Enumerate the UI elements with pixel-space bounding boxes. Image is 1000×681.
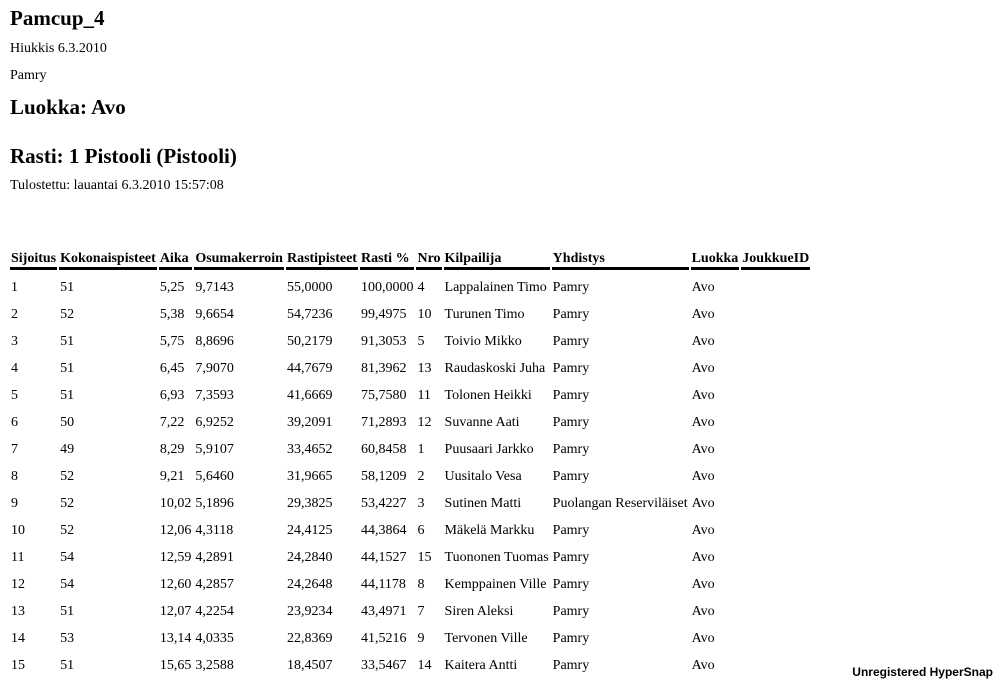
cell-kokonaispisteet: 51 <box>60 360 75 376</box>
cell-kilpailija: Uusitalo Vesa <box>444 468 522 484</box>
col-header-luokka: Luokka <box>691 247 740 270</box>
cell-luokka: Avo <box>691 279 715 295</box>
cell-luokka: Avo <box>691 333 715 349</box>
col-header-kilpailija: Kilpailija <box>444 247 550 270</box>
cell-kilpailija: Raudaskoski Juha <box>444 360 546 376</box>
cell-rastipisteet: 29,3825 <box>286 495 333 511</box>
table-row <box>10 598 810 625</box>
results-table <box>8 247 812 679</box>
cell-nro: 5 <box>417 333 425 349</box>
cell-kokonaispisteet: 52 <box>60 522 75 538</box>
cell-sijoitus: 1 <box>11 279 18 295</box>
cell-luokka: Avo <box>691 549 715 565</box>
cell-nro: 11 <box>417 387 431 403</box>
cell-rasti-percent: 91,3053 <box>360 333 407 349</box>
cell-kilpailija: Lappalainen Timo <box>444 279 547 295</box>
cell-kokonaispisteet: 53 <box>60 630 75 646</box>
cell-sijoitus: 14 <box>11 630 25 646</box>
cell-osumakerroin: 4,2254 <box>195 603 234 619</box>
table-row <box>10 270 810 301</box>
cell-joukkueid <box>741 328 810 355</box>
cell-osumakerroin: 4,2891 <box>195 549 234 565</box>
cell-osumakerroin: 3,2588 <box>195 657 234 673</box>
cell-yhdistys: Pamry <box>552 279 590 295</box>
cell-rasti-percent: 44,1527 <box>360 549 407 565</box>
cell-rasti-percent: 44,3864 <box>360 522 407 538</box>
table-row <box>10 625 810 652</box>
cell-sijoitus: 9 <box>11 495 18 511</box>
cell-osumakerroin: 5,9107 <box>195 441 234 457</box>
cell-joukkueid <box>741 382 810 409</box>
cell-rastipisteet: 24,4125 <box>286 522 333 538</box>
cell-luokka: Avo <box>691 630 715 646</box>
cell-aika: 12,06 <box>159 522 192 538</box>
cell-kokonaispisteet: 51 <box>60 603 75 619</box>
cell-sijoitus: 8 <box>11 468 18 484</box>
cell-kokonaispisteet: 51 <box>60 657 75 673</box>
cell-nro: 2 <box>417 468 425 484</box>
cell-rasti-percent: 44,1178 <box>360 576 406 592</box>
table-row <box>10 652 810 679</box>
table-row <box>10 490 810 517</box>
cell-osumakerroin: 7,3593 <box>195 387 234 403</box>
cell-luokka: Avo <box>691 414 715 430</box>
cell-joukkueid <box>741 517 810 544</box>
cell-joukkueid <box>741 436 810 463</box>
cell-aika: 5,75 <box>159 333 185 349</box>
cell-rastipisteet: 41,6669 <box>286 387 333 403</box>
cell-luokka: Avo <box>691 441 715 457</box>
cell-osumakerroin: 5,6460 <box>195 468 234 484</box>
cell-aika: 6,45 <box>159 360 185 376</box>
table-row <box>10 382 810 409</box>
club-line: Pamry <box>10 68 47 83</box>
cell-yhdistys: Pamry <box>552 360 590 376</box>
cell-kilpailija: Puusaari Jarkko <box>444 441 534 457</box>
cell-osumakerroin: 9,6654 <box>195 306 234 322</box>
table-row <box>10 301 810 328</box>
cell-rasti-percent: 99,4975 <box>360 306 407 322</box>
cell-yhdistys: Pamry <box>552 387 590 403</box>
cell-nro: 6 <box>417 522 425 538</box>
cell-sijoitus: 13 <box>11 603 25 619</box>
col-header-sijoitus: Sijoitus <box>10 247 57 270</box>
cell-luokka: Avo <box>691 468 715 484</box>
cell-sijoitus: 2 <box>11 306 18 322</box>
cell-kokonaispisteet: 52 <box>60 495 75 511</box>
cell-joukkueid <box>741 409 810 436</box>
cell-rasti-percent: 33,5467 <box>360 657 407 673</box>
cell-yhdistys: Puolangan Reserviläiset <box>552 495 688 511</box>
cell-aika: 15,65 <box>159 657 192 673</box>
cell-aika: 8,29 <box>159 441 185 457</box>
cell-rasti-percent: 100,0000 <box>360 279 414 295</box>
cell-rastipisteet: 24,2840 <box>286 549 333 565</box>
cell-yhdistys: Pamry <box>552 549 590 565</box>
col-header-osumakerroin: Osumakerroin <box>194 247 284 270</box>
cell-sijoitus: 11 <box>11 549 25 565</box>
cell-osumakerroin: 9,7143 <box>195 279 234 295</box>
cell-osumakerroin: 7,9070 <box>195 360 234 376</box>
cell-kokonaispisteet: 50 <box>60 414 75 430</box>
cell-osumakerroin: 6,9252 <box>195 414 234 430</box>
cell-nro: 7 <box>417 603 425 619</box>
cell-osumakerroin: 4,0335 <box>195 630 234 646</box>
table-row <box>10 328 810 355</box>
cell-luokka: Avo <box>691 360 715 376</box>
cell-luokka: Avo <box>691 603 715 619</box>
cell-rastipisteet: 31,9665 <box>286 468 333 484</box>
cell-rasti-percent: 75,7580 <box>360 387 407 403</box>
cell-kokonaispisteet: 51 <box>60 279 75 295</box>
hypersnap-watermark: Unregistered HyperSnap <box>852 665 993 679</box>
cell-osumakerroin: 8,8696 <box>195 333 234 349</box>
class-heading: Luokka: Avo <box>10 95 126 119</box>
cell-joukkueid <box>741 598 810 625</box>
col-header-aika: Aika <box>159 247 193 270</box>
cell-nro: 1 <box>417 441 425 457</box>
cell-aika: 13,14 <box>159 630 192 646</box>
cell-kilpailija: Kaitera Antti <box>444 657 518 673</box>
cell-kilpailija: Mäkelä Markku <box>444 522 535 538</box>
col-header-rasti-percent: Rasti % <box>360 247 415 270</box>
cell-yhdistys: Pamry <box>552 414 590 430</box>
cell-kokonaispisteet: 49 <box>60 441 75 457</box>
table-row <box>10 463 810 490</box>
cell-kokonaispisteet: 52 <box>60 306 75 322</box>
cell-nro: 9 <box>417 630 425 646</box>
cell-joukkueid <box>741 544 810 571</box>
col-header-kokonaispisteet: Kokonaispisteet <box>59 247 157 270</box>
cell-nro: 15 <box>417 549 432 565</box>
cell-sijoitus: 4 <box>11 360 18 376</box>
table-row <box>10 436 810 463</box>
cell-nro: 3 <box>417 495 425 511</box>
cell-sijoitus: 3 <box>11 333 18 349</box>
cell-rasti-percent: 60,8458 <box>360 441 407 457</box>
cell-joukkueid <box>741 301 810 328</box>
cell-rastipisteet: 50,2179 <box>286 333 333 349</box>
cell-osumakerroin: 4,3118 <box>195 522 234 538</box>
cell-nro: 10 <box>417 306 432 322</box>
cell-rastipisteet: 24,2648 <box>286 576 333 592</box>
printed-timestamp: Tulostettu: lauantai 6.3.2010 15:57:08 <box>10 178 224 193</box>
stage-heading: Rasti: 1 Pistooli (Pistooli) <box>10 144 237 168</box>
table-row <box>10 355 810 382</box>
cell-kokonaispisteet: 52 <box>60 468 75 484</box>
cell-aika: 6,93 <box>159 387 185 403</box>
cell-aika: 12,59 <box>159 549 192 565</box>
cell-rasti-percent: 43,4971 <box>360 603 407 619</box>
cell-luokka: Avo <box>691 522 715 538</box>
cell-yhdistys: Pamry <box>552 576 590 592</box>
cell-yhdistys: Pamry <box>552 441 590 457</box>
cell-yhdistys: Pamry <box>552 468 590 484</box>
cell-rastipisteet: 44,7679 <box>286 360 333 376</box>
cell-rasti-percent: 58,1209 <box>360 468 407 484</box>
cell-joukkueid <box>741 625 810 652</box>
col-header-yhdistys: Yhdistys <box>552 247 689 270</box>
cell-rasti-percent: 71,2893 <box>360 414 407 430</box>
cell-nro: 13 <box>417 360 432 376</box>
cell-rastipisteet: 54,7236 <box>286 306 333 322</box>
cell-kilpailija: Sutinen Matti <box>444 495 522 511</box>
cell-joukkueid <box>741 652 810 679</box>
cell-aika: 9,21 <box>159 468 185 484</box>
cell-kilpailija: Suvanne Aati <box>444 414 520 430</box>
event-line: Hiukkis 6.3.2010 <box>10 41 107 56</box>
cell-joukkueid <box>741 490 810 517</box>
cell-kokonaispisteet: 51 <box>60 333 75 349</box>
cell-kokonaispisteet: 54 <box>60 549 75 565</box>
cell-joukkueid <box>741 355 810 382</box>
cell-rastipisteet: 23,9234 <box>286 603 333 619</box>
table-row <box>10 409 810 436</box>
cell-aika: 5,38 <box>159 306 185 322</box>
cell-yhdistys: Pamry <box>552 630 590 646</box>
cell-sijoitus: 12 <box>11 576 25 592</box>
cell-rasti-percent: 53,4227 <box>360 495 407 511</box>
table-row <box>10 517 810 544</box>
col-header-joukkueid: JoukkueID <box>741 247 810 270</box>
cell-nro: 12 <box>417 414 432 430</box>
report-title: Pamcup_4 <box>10 6 105 30</box>
results-body <box>10 270 810 679</box>
cell-luokka: Avo <box>691 576 715 592</box>
cell-luokka: Avo <box>691 495 715 511</box>
cell-aika: 12,07 <box>159 603 192 619</box>
cell-osumakerroin: 4,2857 <box>195 576 234 592</box>
cell-kilpailija: Tuononen Tuomas <box>444 549 549 565</box>
cell-nro: 14 <box>417 657 432 673</box>
cell-yhdistys: Pamry <box>552 522 590 538</box>
cell-sijoitus: 7 <box>11 441 18 457</box>
cell-nro: 4 <box>417 279 425 295</box>
cell-joukkueid <box>741 270 810 301</box>
cell-kilpailija: Tolonen Heikki <box>444 387 532 403</box>
cell-luokka: Avo <box>691 387 715 403</box>
cell-rastipisteet: 33,4652 <box>286 441 333 457</box>
cell-nro: 8 <box>417 576 425 592</box>
cell-yhdistys: Pamry <box>552 306 590 322</box>
cell-rasti-percent: 81,3962 <box>360 360 407 376</box>
cell-rastipisteet: 55,0000 <box>286 279 333 295</box>
cell-sijoitus: 10 <box>11 522 25 538</box>
cell-rastipisteet: 39,2091 <box>286 414 333 430</box>
cell-joukkueid <box>741 463 810 490</box>
cell-kilpailija: Tervonen Ville <box>444 630 528 646</box>
col-header-nro: Nro <box>416 247 441 270</box>
cell-sijoitus: 5 <box>11 387 18 403</box>
cell-rastipisteet: 22,8369 <box>286 630 333 646</box>
cell-kilpailija: Turunen Timo <box>444 306 525 322</box>
cell-aika: 12,60 <box>159 576 192 592</box>
cell-kilpailija: Toivio Mikko <box>444 333 522 349</box>
table-header-row <box>10 247 810 270</box>
cell-rastipisteet: 18,4507 <box>286 657 333 673</box>
table-row <box>10 571 810 598</box>
table-row <box>10 544 810 571</box>
cell-joukkueid <box>741 571 810 598</box>
cell-osumakerroin: 5,1896 <box>195 495 234 511</box>
cell-aika: 10,02 <box>159 495 192 511</box>
cell-rasti-percent: 41,5216 <box>360 630 407 646</box>
col-header-rastipisteet: Rastipisteet <box>286 247 358 270</box>
cell-kilpailija: Kemppainen Ville <box>444 576 547 592</box>
cell-yhdistys: Pamry <box>552 657 590 673</box>
cell-aika: 7,22 <box>159 414 185 430</box>
cell-yhdistys: Pamry <box>552 603 590 619</box>
cell-luokka: Avo <box>691 306 715 322</box>
cell-kokonaispisteet: 54 <box>60 576 75 592</box>
cell-kokonaispisteet: 51 <box>60 387 75 403</box>
cell-yhdistys: Pamry <box>552 333 590 349</box>
cell-sijoitus: 15 <box>11 657 25 673</box>
cell-kilpailija: Siren Aleksi <box>444 603 514 619</box>
cell-aika: 5,25 <box>159 279 185 295</box>
cell-sijoitus: 6 <box>11 414 18 430</box>
cell-luokka: Avo <box>691 657 715 673</box>
